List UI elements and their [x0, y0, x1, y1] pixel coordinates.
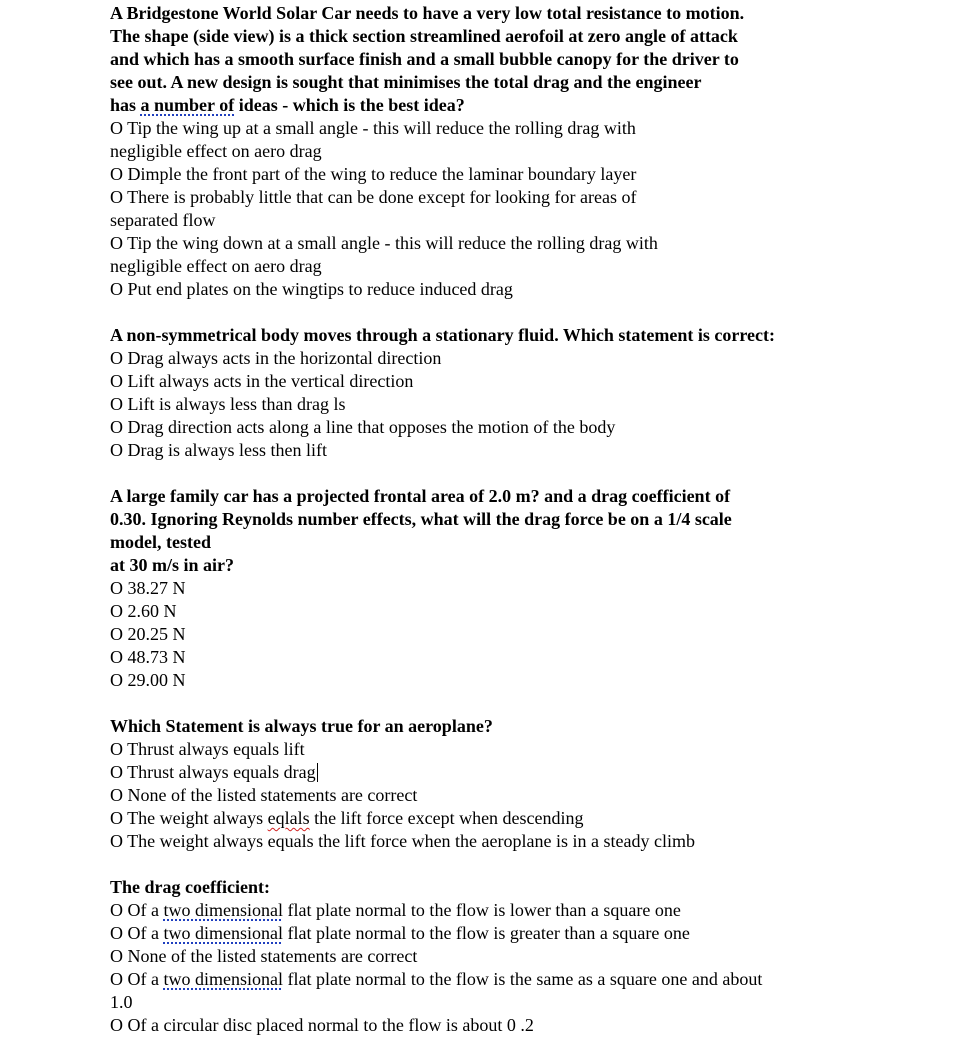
- paragraph-gap: [110, 301, 960, 324]
- option-text: O Drag always acts in the horizontal direction: [110, 348, 442, 368]
- q3-option-4[interactable]: [110, 646, 960, 669]
- option-text: O 29.00 N: [110, 670, 186, 690]
- option-text: O Tip the wing down at a small angle - this will reduce the rolling drag with: [110, 233, 658, 253]
- option-text-run: flat plate normal to the flow is greater than a square one: [282, 923, 690, 943]
- option-text: O Tip the wing up at a small angle - this will reduce the rolling drag with: [110, 118, 636, 138]
- stem-line: at 30 m/s in air?: [110, 555, 234, 575]
- q4-option-4[interactable]: [110, 807, 960, 830]
- q3-option-3[interactable]: [110, 623, 960, 646]
- q2-option-5[interactable]: [110, 439, 960, 462]
- grammar-flag[interactable]: two dimensional: [163, 923, 283, 943]
- option-text-run: flat plate normal to the flow is lower than a square one: [282, 900, 681, 920]
- stem-line: The drag coefficient:: [110, 877, 270, 897]
- stem-text: ideas - which is the best idea?: [234, 95, 465, 115]
- option-text: O Of a circular disc placed normal to the flow is about 0 .2: [110, 1015, 534, 1035]
- option-text: O 48.73 N: [110, 647, 186, 667]
- q4-option-1[interactable]: [110, 738, 960, 761]
- stem-line: A Bridgestone World Solar Car needs to have a very low total resistance to motion.: [110, 3, 745, 23]
- stem-line: see out. A new design is sought that minimises the total drag and the engineer: [110, 72, 702, 92]
- option-text: O None of the listed statements are correct: [110, 785, 418, 805]
- stem-line: A non-symmetrical body moves through a stationary fluid. Which statement is correct:: [110, 325, 775, 345]
- option-text: O Lift is always less than drag ls: [110, 394, 346, 414]
- q5-option-1[interactable]: [110, 899, 960, 922]
- text-cursor: [317, 763, 318, 782]
- question-5: [110, 876, 960, 1037]
- option-text: O Put end plates on the wingtips to reduce induced drag: [110, 279, 513, 299]
- question-1: [110, 2, 960, 301]
- grammar-flag[interactable]: a number of: [140, 95, 235, 115]
- option-text: O Lift always acts in the vertical direction: [110, 371, 414, 391]
- option-text: [110, 807, 960, 830]
- option-text: O Drag direction acts along a line that opposes the motion of the body: [110, 417, 616, 437]
- option-text-run: flat plate normal to the flow is the same as a square one and about: [282, 969, 763, 989]
- option-text-run: O The weight always: [110, 808, 268, 828]
- spelling-error-flag[interactable]: eqlals: [267, 808, 310, 828]
- question-4: [110, 715, 960, 853]
- question-2-stem: [110, 324, 960, 347]
- stem-line: and which has a smooth surface finish and a small bubble canopy for the driver to: [110, 49, 739, 69]
- grammar-flag[interactable]: two dimensional: [163, 900, 283, 920]
- q5-option-2[interactable]: [110, 922, 960, 945]
- q4-option-3[interactable]: [110, 784, 960, 807]
- option-text: O 38.27 N: [110, 578, 186, 598]
- q1-option-4[interactable]: [110, 232, 960, 278]
- option-text-run: the lift force except when descending: [309, 808, 584, 828]
- q1-option-2[interactable]: [110, 163, 960, 186]
- option-text: O Dimple the front part of the wing to reduce the laminar boundary layer: [110, 164, 637, 184]
- stem-text: has: [110, 95, 141, 115]
- q5-option-5[interactable]: [110, 1014, 960, 1037]
- option-text: O Drag is always less then lift: [110, 440, 327, 460]
- option-text: [110, 922, 960, 945]
- option-text: negligible effect on aero drag: [110, 256, 322, 276]
- q1-option-5[interactable]: [110, 278, 960, 301]
- q2-option-3[interactable]: [110, 393, 960, 416]
- option-text: [110, 968, 960, 991]
- q5-option-3[interactable]: [110, 945, 960, 968]
- option-text: O The weight always equals the lift force when the aeroplane is in a steady climb: [110, 831, 695, 851]
- grammar-flag[interactable]: two dimensional: [163, 969, 283, 989]
- question-2: [110, 324, 960, 462]
- document-page: [110, 2, 960, 1037]
- paragraph-gap: [110, 692, 960, 715]
- q2-option-4[interactable]: [110, 416, 960, 439]
- option-text-run: O Of a: [110, 923, 164, 943]
- option-text: 1.0: [110, 992, 133, 1012]
- stem-line: 0.30. Ignoring Reynolds number effects, what will the drag force be on a 1/4 scale: [110, 509, 732, 529]
- question-3: [110, 485, 960, 692]
- option-text: negligible effect on aero drag: [110, 141, 322, 161]
- question-4-stem: [110, 715, 960, 738]
- option-text-run: O Of a: [110, 900, 164, 920]
- question-1-stem: [110, 2, 960, 117]
- q4-option-2[interactable]: [110, 761, 960, 784]
- q3-option-2[interactable]: [110, 600, 960, 623]
- stem-line: Which Statement is always true for an aeroplane?: [110, 716, 493, 736]
- question-3-stem: [110, 485, 960, 577]
- question-5-stem: [110, 876, 960, 899]
- option-text: O 20.25 N: [110, 624, 186, 644]
- q2-option-2[interactable]: [110, 370, 960, 393]
- stem-line: A large family car has a projected frontal area of 2.0 m? and a drag coefficient of: [110, 486, 731, 506]
- option-text: O 2.60 N: [110, 601, 177, 621]
- paragraph-gap: [110, 853, 960, 876]
- paragraph-gap: [110, 462, 960, 485]
- option-text: [110, 761, 960, 784]
- stem-line: [110, 94, 960, 117]
- q3-option-5[interactable]: [110, 669, 960, 692]
- q1-option-3[interactable]: [110, 186, 960, 232]
- q4-option-5[interactable]: [110, 830, 960, 853]
- option-text: [110, 899, 960, 922]
- option-text: separated flow: [110, 210, 216, 230]
- q3-option-1[interactable]: [110, 577, 960, 600]
- option-text: O There is probably little that can be done except for looking for areas of: [110, 187, 637, 207]
- option-text-run: O Thrust always equals drag: [110, 762, 316, 782]
- stem-line: model, tested: [110, 532, 211, 552]
- q2-option-1[interactable]: [110, 347, 960, 370]
- stem-line: The shape (side view) is a thick section streamlined aerofoil at zero angle of attack: [110, 26, 738, 46]
- option-text: O None of the listed statements are correct: [110, 946, 418, 966]
- q5-option-4[interactable]: [110, 968, 960, 1014]
- q1-option-1[interactable]: [110, 117, 960, 163]
- option-text: O Thrust always equals lift: [110, 739, 305, 759]
- option-text-run: O Of a: [110, 969, 164, 989]
